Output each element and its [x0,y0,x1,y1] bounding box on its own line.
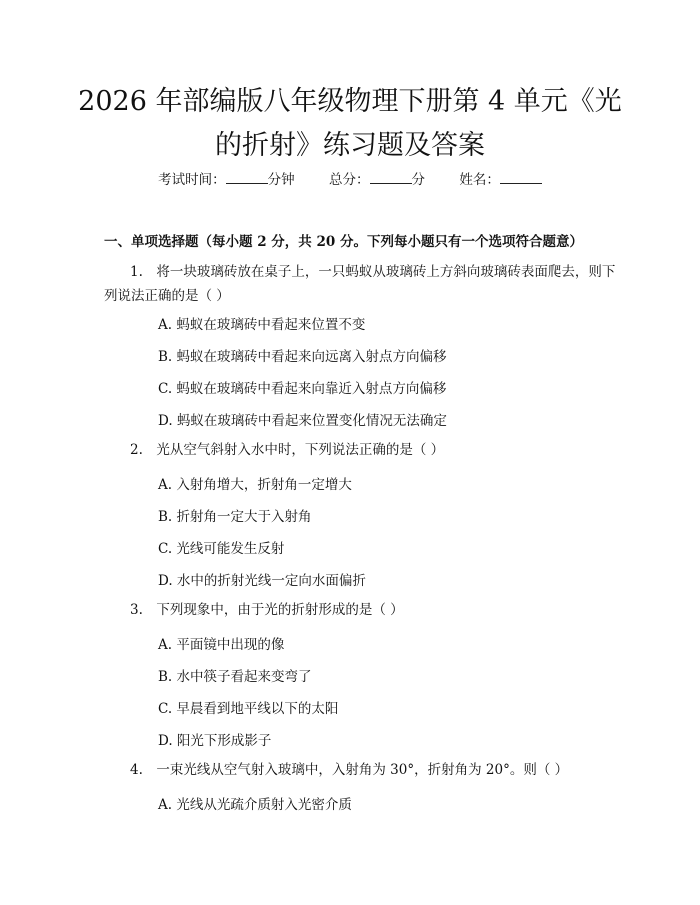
question-3-option-b: B. 水中筷子看起来变弯了 [158,669,312,685]
score-unit: 分 [411,172,425,188]
name-blank [500,171,542,184]
question-1-option-c: C. 蚂蚁在玻璃砖中看起来向靠近入射点方向偏移 [158,381,447,397]
question-2-option-d: D. 水中的折射光线一定向水面偏折 [158,573,366,589]
question-1-option-a: A. 蚂蚁在玻璃砖中看起来位置不变 [158,317,366,333]
title-line-2: 的折射》练习题及答案 [215,130,485,161]
section-heading: 一、单项选择题（每小题 2 分，共 20 分。下列每小题只有一个选项符合题意） [104,234,583,250]
time-unit: 分钟 [267,172,295,188]
question-2-option-c: C. 光线可能发生反射 [158,541,285,557]
question-2-option-b: B. 折射角一定大于入射角 [158,509,312,525]
exam-meta [0,168,700,188]
title-line-1: 2026 年部编版八年级物理下册第 4 单元《光 [78,86,622,117]
question-1-option-b: B. 蚂蚁在玻璃砖中看起来向远离入射点方向偏移 [158,349,447,365]
time-blank [226,171,268,184]
question-2-option-a: A. 入射角增大，折射角一定增大 [158,477,352,493]
question-1-option-d: D. 蚂蚁在玻璃砖中看起来位置变化情况无法确定 [158,413,447,429]
score-blank [370,171,412,184]
question-3-option-a: A. 平面镜中出现的像 [158,637,285,653]
score-label: 总分： [329,172,370,188]
question-3-option-d: D. 阳光下形成影子 [158,733,272,749]
question-4-stem: 4. 一束光线从空气射入玻璃中，入射角为 30°，折射角为 20°。则（ ） [130,762,569,778]
document-title [60,80,640,168]
question-3-stem: 3. 下列现象中，由于光的折射形成的是（ ） [130,602,404,618]
question-2-stem: 2. 光从空气斜射入水中时，下列说法正确的是（ ） [130,442,445,458]
question-4-option-a: A. 光线从光疏介质射入光密介质 [158,797,352,813]
question-1-stem: 1. 将一块玻璃砖放在桌子上，一只蚂蚁从玻璃砖上方斜向玻璃砖表面爬去，则下列说法正确的是（ ） [104,264,616,304]
name-label: 姓名： [459,172,500,188]
time-label: 考试时间： [158,172,226,188]
question-3-option-c: C. 早晨看到地平线以下的太阳 [158,701,339,717]
